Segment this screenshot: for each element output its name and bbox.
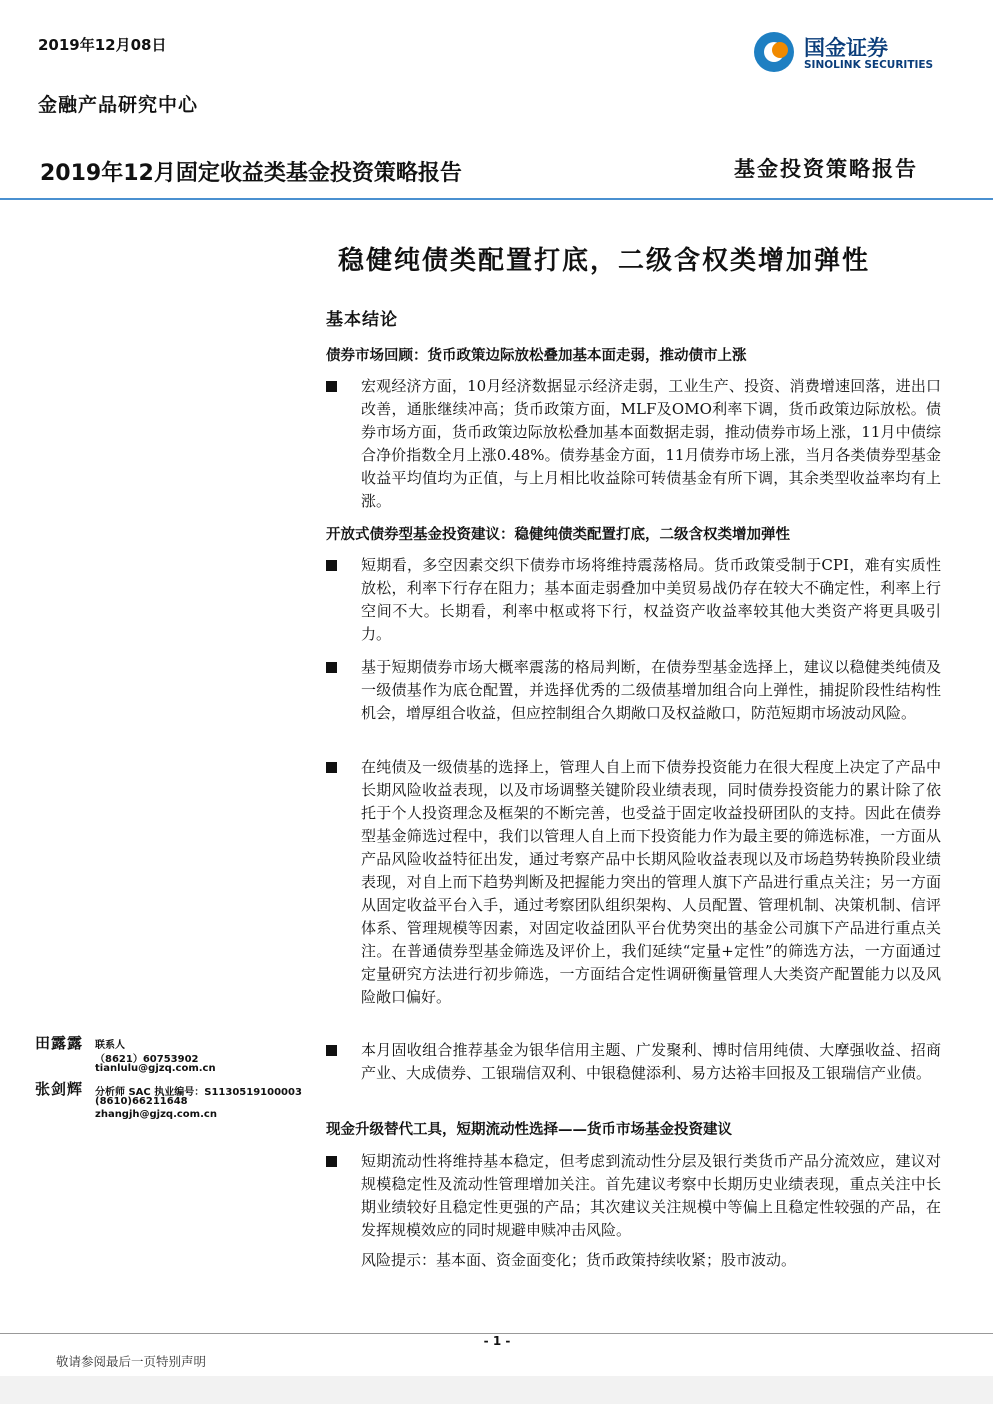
disclaimer-note: 敬请参阅最后一页特别声明 bbox=[56, 1354, 207, 1369]
bullet-square-icon bbox=[326, 560, 337, 571]
section-title: 基本结论 bbox=[326, 310, 398, 330]
department-name: 金融产品研究中心 bbox=[38, 94, 199, 116]
bullet-text: 短期流动性将维持基本稳定，但考虑到流动性分层及银行类货币产品分流效应，建议对规模稳定性及流动性管理增加关注。首先建议考察中长期历史业绩表现，重点关注中长期业绩较好且稳定性更强的产品；其次建议关注规模中等偏上且稳定性较强的产品，在发挥规模效应的同时规避申赎冲击风险。 bbox=[361, 1152, 941, 1239]
bullet-square-icon bbox=[326, 762, 337, 773]
contact-phone: （8621）60753902 bbox=[95, 1054, 199, 1065]
page-number: - 1 - bbox=[483, 1334, 511, 1348]
bullet-text: 本月固收组合推荐基金为银华信用主题、广发聚利、博时信用纯债、大摩强收益、招商产业、大成债券、工银瑞信双利、中银稳健添利、易方达裕丰回报及工银瑞信产业债。 bbox=[361, 1041, 941, 1082]
header-divider bbox=[0, 198, 993, 200]
contact-role: 联系人 bbox=[95, 1040, 125, 1051]
contact-phone: (8610)66211648 bbox=[95, 1096, 188, 1107]
subhead-open-bond-advice: 开放式债券型基金投资建议：稳健纯债类配置打底，二级含权类增加弹性 bbox=[326, 526, 790, 543]
risk-note: 风险提示：基本面、资金面变化；货币政策持续收紧；股市波动。 bbox=[361, 1251, 797, 1269]
contact-name: 田露露 bbox=[35, 1034, 84, 1052]
logo-dot-icon bbox=[772, 42, 788, 58]
contact-name: 张剑辉 bbox=[35, 1080, 84, 1098]
report-headline: 稳健纯债类配置打底，二级含权类增加弹性 bbox=[338, 246, 871, 276]
sinolink-logo bbox=[752, 30, 947, 76]
subhead-market-review: 债券市场回顾：货币政策边际放松叠加基本面走弱，推动债市上涨 bbox=[326, 347, 747, 364]
bullet-text: 基于短期债券市场大概率震荡的格局判断，在债券型基金选择上，建议以稳健类纯债及一级债基作为底仓配置，并选择优秀的二级债基增加组合向上弹性，捕捉阶段性结构性机会，增厚组合收益，但应控制组合久期敞口及权益敞口，防范短期市场波动风险。 bbox=[361, 658, 941, 722]
bullet-square-icon bbox=[326, 381, 337, 392]
subhead-money-market: 现金升级替代工具，短期流动性选择——货币市场基金投资建议 bbox=[326, 1121, 732, 1138]
bullet-square-icon bbox=[326, 1045, 337, 1056]
bullet-square-icon bbox=[326, 662, 337, 673]
bullet-text: 宏观经济方面，10月经济数据显示经济走弱，工业生产、投资、消费增速回落，进出口改善，通胀继续冲高；货币政策方面，MLF及OMO利率下调，货币政策边际放松。债券市场方面，货币政策边际放松叠加基本面数据走弱，推动债券市场上涨，11月中债综合净价指数全月上涨0.48%。债券基金方面，11月债券市场上涨，当月各类债券型基金收益平均值均为正值，与上月相比收益除可转债基金有所下调，其余类型收益率均有上涨。 bbox=[361, 377, 941, 510]
contact-role: 分析师 SAC 执业编号：S1130519100003 bbox=[95, 1087, 302, 1098]
contact-email[interactable]: zhangjh@gjzq.com.cn bbox=[95, 1109, 217, 1120]
logo-text-en: SINOLINK SECURITIES bbox=[804, 59, 934, 71]
bullet-square-icon bbox=[326, 1156, 337, 1167]
report-date: 2019年12月08日 bbox=[38, 36, 167, 54]
report-type: 基金投资策略报告 bbox=[734, 156, 918, 181]
bullet-text: 短期看，多空因素交织下债券市场将维持震荡格局。货币政策受制于CPI，难有实质性放松，利率下行存在阻力；基本面走弱叠加中美贸易战仍存在较大不确定性，利率上行空间不大。长期看，利率中枢或将下行，权益资产收益率较其他大类资产将更具吸引力。 bbox=[361, 556, 941, 643]
logo-text-cn: 国金证券 bbox=[804, 36, 888, 60]
bottom-band bbox=[0, 1376, 993, 1404]
bullet-text: 在纯债及一级债基的选择上，管理人自上而下债券投资能力在很大程度上决定了产品中长期风险收益表现，以及市场调整关键阶段业绩表现，同时债券投资能力的累计除了依托于个人投资理念及框架的不断完善，也受益于固定收益投研团队的支持。因此在债券型基金筛选过程中，我们以管理人自上而下投资能力作为最主要的筛选标准，一方面从产品风险收益特征出发，通过考察产品中长期风险收益表现以及市场趋势转换阶段业绩表现，对自上而下趋势判断及把握能力突出的管理人旗下产品进行重点关注；另一方面从固定收益平台入手，通过考察团队组织架构、人员配置、管理机制、决策机制、信评体系、管理规模等因素，对固定收益团队平台优势突出的基金公司旗下产品进行重点关注。在普通债券型基金筛选及评价上，我们延续“定量+定性”的筛选方法，一方面通过定量研究方法进行初步筛选，一方面结合定性调研衡量管理人大类资产配置能力以及风险敞口偏好。 bbox=[361, 758, 941, 1006]
contact-email[interactable]: tianlulu@gjzq.com.cn bbox=[95, 1063, 216, 1074]
report-title: 2019年12月固定收益类基金投资策略报告 bbox=[40, 161, 462, 186]
